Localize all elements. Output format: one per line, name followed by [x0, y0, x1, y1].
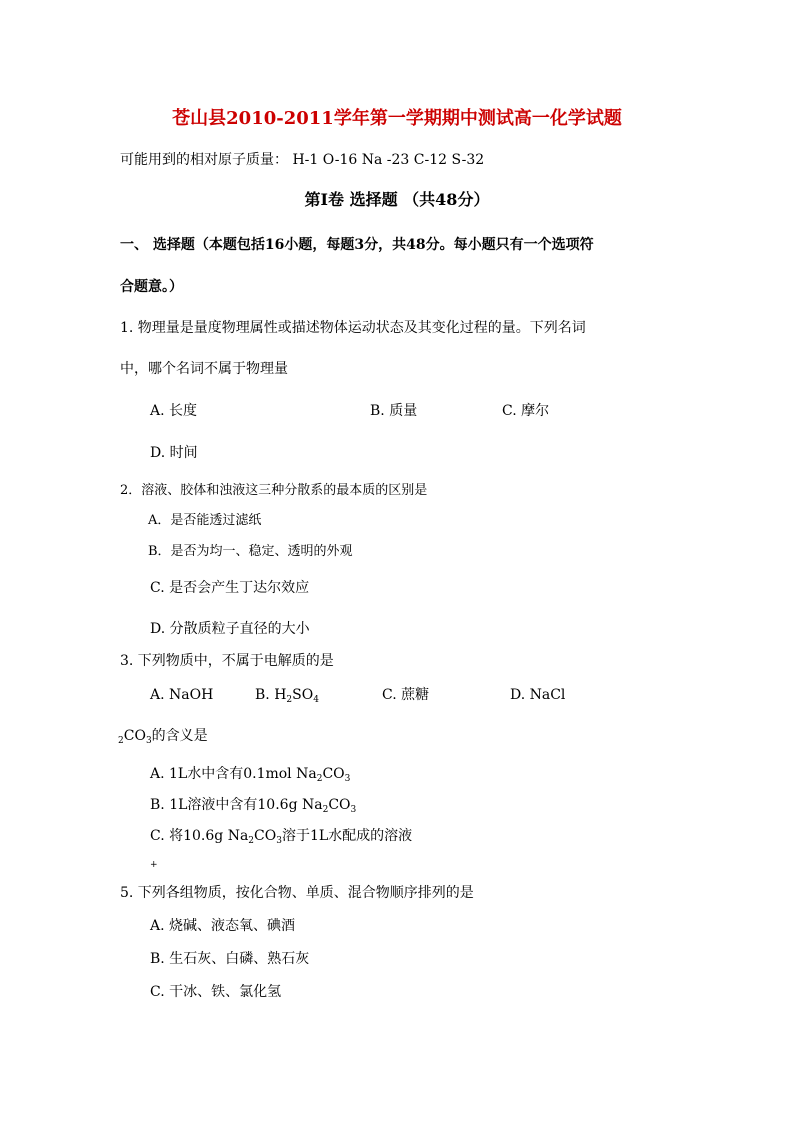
q2-option-b: B．是否为均一、稳定、透明的外观 — [148, 544, 353, 559]
q3-option-a: A. NaOH — [150, 687, 214, 703]
q4-option-c: C. 将10.6g $Na_2CO_3$溶于1L水配成的溶液 — [150, 828, 413, 846]
q1-option-c: C. 摩尔 — [502, 403, 550, 419]
q1-stem-line-1: 1. 物理量是量度物理属性或描述物体运动状态及其变化过程的量。下列名词 — [120, 320, 586, 336]
q5-stem: 5. 下列各组物质，按化合物、单质、混合物顺序排列的是 — [120, 885, 474, 901]
q1-option-d: D. 时间 — [150, 445, 198, 461]
q2-option-c: C. 是否会产生丁达尔效应 — [150, 580, 310, 596]
q5-option-a: A. 烧碱、液态氧、碘酒 — [150, 918, 296, 934]
q4-option-b: B. 1L溶液中含有10.6g $Na_2CO_3$ — [150, 797, 357, 815]
q4-stem: $_2CO_3$的含义是 — [118, 728, 208, 746]
q2-stem: 2．溶液、胶体和浊液这三种分散系的最本质的区别是 — [120, 483, 428, 498]
q1-stem-line-2: 中，哪个名词不属于物理量 — [120, 361, 288, 377]
q1-option-b: B. 质量 — [370, 403, 418, 419]
instructions-line-1: 一、 选择题（本题包括16小题，每题3分，共48分。每小题只有一个选项符 — [120, 237, 594, 253]
q3-option-b: B. $H_2SO_4$ — [255, 687, 319, 705]
q4-option-a: A. 1L水中含有0.1mol $Na_2CO_3$ — [150, 766, 351, 784]
section-heading: 第Ⅰ卷 选择题 （共48分） — [304, 190, 490, 209]
q3-stem: 3. 下列物质中，不属于电解质的是 — [120, 653, 334, 669]
q2-option-a: A．是否能透过滤纸 — [148, 513, 262, 528]
q3-option-c: C. 蔗糖 — [382, 687, 430, 703]
exam-title: 苍山县2010-2011学年第一学期期中测试高一化学试题 — [172, 108, 622, 129]
q5-option-b: B. 生石灰、白磷、熟石灰 — [150, 951, 310, 967]
q4-stray-mark: + — [150, 860, 158, 870]
q5-option-c: C. 干冰、铁、氯化氢 — [150, 984, 282, 1000]
atomic-mass-line: 可能用到的相对原子质量： H-1 O-16 Na -23 C-12 S-32 — [120, 152, 485, 168]
q2-option-d: D. 分散质粒子直径的大小 — [150, 621, 310, 637]
instructions-line-2: 合题意。） — [120, 279, 183, 295]
q3-option-d: D. NaCl — [510, 687, 566, 703]
q1-option-a: A. 长度 — [150, 403, 198, 419]
